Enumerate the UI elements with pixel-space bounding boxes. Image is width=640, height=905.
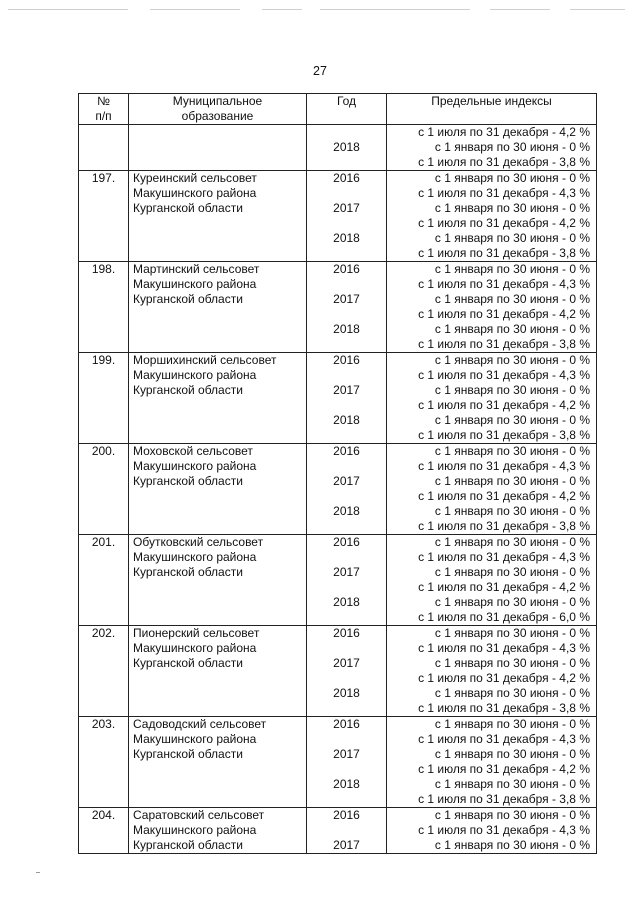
row-indices bbox=[387, 717, 597, 808]
row-municipality bbox=[129, 444, 307, 535]
scan-artifact-line bbox=[320, 9, 470, 10]
row-indices bbox=[387, 262, 597, 353]
year-line: 2017 bbox=[333, 201, 360, 215]
index-line: с 1 января по 30 июня - 0 % bbox=[434, 322, 590, 336]
header-num-line1: № bbox=[97, 94, 110, 108]
index-line: с 1 января по 30 июня - 0 % bbox=[434, 201, 590, 215]
municipality-line: Курганской области bbox=[133, 838, 243, 852]
municipality-line: Макушинского района bbox=[133, 186, 257, 200]
year-line: 2016 bbox=[333, 626, 360, 640]
row-number: 198. bbox=[79, 262, 129, 353]
index-line: с 1 января по 30 июня - 0 % bbox=[434, 808, 590, 822]
year-line bbox=[307, 125, 386, 140]
scan-artifact-mark bbox=[36, 872, 40, 873]
municipality-line: Макушинского района bbox=[133, 459, 257, 473]
index-line: с 1 июля по 31 декабря - 3,8 % bbox=[418, 519, 590, 533]
municipality-line: Макушинского района bbox=[133, 550, 257, 564]
row-indices bbox=[387, 808, 597, 854]
municipality-line: Курганской области bbox=[133, 383, 243, 397]
year-line bbox=[307, 519, 386, 534]
row-number: 197. bbox=[79, 171, 129, 262]
index-line: с 1 июля по 31 декабря - 4,2 % bbox=[418, 489, 590, 503]
index-line: с 1 января по 30 июня - 0 % bbox=[434, 777, 590, 791]
year-line bbox=[307, 550, 386, 565]
index-line: с 1 июля по 31 декабря - 4,2 % bbox=[418, 762, 590, 776]
year-line: 2017 bbox=[333, 474, 360, 488]
scan-artifact-line bbox=[490, 9, 550, 10]
municipality-line: Курганской области bbox=[133, 565, 243, 579]
row-number: 203. bbox=[79, 717, 129, 808]
row-year bbox=[307, 535, 387, 626]
year-line bbox=[307, 610, 386, 625]
index-line: с 1 июля по 31 декабря - 4,3 % bbox=[418, 459, 590, 473]
header-muni-line1: Муниципальное bbox=[172, 94, 263, 108]
header-year: Год bbox=[307, 94, 387, 125]
scan-artifact-line bbox=[8, 9, 128, 10]
year-line bbox=[307, 701, 386, 716]
page-number: 27 bbox=[313, 64, 327, 78]
year-line: 2016 bbox=[333, 808, 360, 822]
year-line: 2017 bbox=[333, 838, 360, 852]
year-line bbox=[307, 762, 386, 777]
row-number: 201. bbox=[79, 535, 129, 626]
municipality-line: Курганской области bbox=[133, 201, 243, 215]
year-line bbox=[307, 186, 386, 201]
index-line: с 1 июля по 31 декабря - 6,0 % bbox=[418, 610, 590, 624]
year-line bbox=[307, 732, 386, 747]
year-line: 2017 bbox=[333, 747, 360, 761]
index-line: с 1 января по 30 июня - 0 % bbox=[434, 444, 590, 458]
municipality-line: Курганской области bbox=[133, 656, 243, 670]
year-line: 2017 bbox=[333, 383, 360, 397]
header-muni-line2: образование bbox=[181, 109, 254, 123]
municipality-line: Курганской области bbox=[133, 292, 243, 306]
year-line bbox=[307, 671, 386, 686]
table-row bbox=[79, 626, 597, 717]
year-line: 2016 bbox=[333, 717, 360, 731]
year-line bbox=[307, 641, 386, 656]
index-line: с 1 января по 30 июня - 0 % bbox=[434, 383, 590, 397]
municipality-line: Макушинского района bbox=[133, 277, 257, 291]
index-line: с 1 июля по 31 декабря - 4,2 % bbox=[418, 580, 590, 594]
municipality-line: Моршихинский сельсовет bbox=[133, 353, 277, 367]
municipality-line: Моховской сельсовет bbox=[133, 444, 253, 458]
year-line bbox=[307, 368, 386, 383]
index-line: с 1 января по 30 июня - 0 % bbox=[434, 171, 590, 185]
index-line: с 1 января по 30 июня - 0 % bbox=[434, 747, 590, 761]
row-municipality bbox=[129, 626, 307, 717]
year-line: 2016 bbox=[333, 171, 360, 185]
index-line: с 1 января по 30 июня - 0 % bbox=[434, 565, 590, 579]
year-line: 2016 bbox=[333, 535, 360, 549]
row-year bbox=[307, 626, 387, 717]
index-line: с 1 июля по 31 декабря - 3,8 % bbox=[418, 246, 590, 260]
year-line bbox=[307, 337, 386, 352]
index-line: с 1 июля по 31 декабря - 4,3 % bbox=[418, 186, 590, 200]
index-line: с 1 июля по 31 декабря - 4,2 % bbox=[418, 398, 590, 412]
index-line: с 1 января по 30 июня - 0 % bbox=[434, 231, 590, 245]
year-line bbox=[307, 792, 386, 807]
year-line bbox=[307, 155, 386, 170]
index-line: с 1 января по 30 июня - 0 % bbox=[434, 626, 590, 640]
scan-artifact-line bbox=[150, 9, 240, 10]
row-number: 199. bbox=[79, 353, 129, 444]
row-year bbox=[307, 125, 387, 171]
row-municipality bbox=[129, 125, 307, 171]
index-line: с 1 июля по 31 декабря - 3,8 % bbox=[418, 701, 590, 715]
year-line bbox=[307, 216, 386, 231]
header-num-line2: п/п bbox=[95, 109, 112, 123]
index-line: с 1 января по 30 июня - 0 % bbox=[434, 140, 590, 154]
index-line: с 1 июля по 31 декабря - 4,3 % bbox=[418, 823, 590, 837]
row-indices bbox=[387, 171, 597, 262]
index-line: с 1 января по 30 июня - 0 % bbox=[434, 353, 590, 367]
year-line: 2016 bbox=[333, 353, 360, 367]
year-line: 2018 bbox=[333, 686, 360, 700]
index-line: с 1 июля по 31 декабря - 4,3 % bbox=[418, 550, 590, 564]
index-line: с 1 января по 30 июня - 0 % bbox=[434, 717, 590, 731]
row-year bbox=[307, 353, 387, 444]
index-line: с 1 июля по 31 декабря - 3,8 % bbox=[418, 337, 590, 351]
row-year bbox=[307, 808, 387, 854]
year-line bbox=[307, 580, 386, 595]
table-row bbox=[79, 444, 597, 535]
index-line: с 1 января по 30 июня - 0 % bbox=[434, 535, 590, 549]
year-line: 2018 bbox=[333, 777, 360, 791]
year-line: 2016 bbox=[333, 444, 360, 458]
municipality-line: Макушинского района bbox=[133, 823, 257, 837]
row-indices bbox=[387, 353, 597, 444]
index-line: с 1 января по 30 июня - 0 % bbox=[434, 292, 590, 306]
row-number: 204. bbox=[79, 808, 129, 854]
year-line: 2017 bbox=[333, 292, 360, 306]
municipality-line: Курганской области bbox=[133, 474, 243, 488]
index-line: с 1 января по 30 июня - 0 % bbox=[434, 262, 590, 276]
index-line: с 1 июля по 31 декабря - 4,3 % bbox=[418, 732, 590, 746]
index-line: с 1 января по 30 июня - 0 % bbox=[434, 504, 590, 518]
row-year bbox=[307, 444, 387, 535]
index-line: с 1 января по 30 июня - 0 % bbox=[434, 413, 590, 427]
scan-artifact-line bbox=[570, 9, 625, 10]
municipality-line: Куреинский сельсовет bbox=[133, 171, 257, 185]
table-row bbox=[79, 717, 597, 808]
year-line bbox=[307, 398, 386, 413]
index-line: с 1 января по 30 июня - 0 % bbox=[434, 595, 590, 609]
municipality-line: Саратовский сельсовет bbox=[133, 808, 265, 822]
table-header-row bbox=[79, 94, 597, 125]
year-line: 2018 bbox=[333, 140, 360, 154]
index-line: с 1 июля по 31 декабря - 3,8 % bbox=[418, 792, 590, 806]
table-row bbox=[79, 125, 597, 171]
row-municipality bbox=[129, 535, 307, 626]
year-line bbox=[307, 823, 386, 838]
municipality-line: Обутковский сельсовет bbox=[133, 535, 264, 549]
table-row bbox=[79, 171, 597, 262]
year-line: 2018 bbox=[333, 595, 360, 609]
municipality-line: Макушинского района bbox=[133, 641, 257, 655]
index-line: с 1 июля по 31 декабря - 4,3 % bbox=[418, 368, 590, 382]
year-line bbox=[307, 307, 386, 322]
index-line: с 1 июля по 31 декабря - 4,3 % bbox=[418, 641, 590, 655]
row-municipality bbox=[129, 717, 307, 808]
row-municipality bbox=[129, 262, 307, 353]
index-line: с 1 января по 30 июня - 0 % bbox=[434, 656, 590, 670]
row-year bbox=[307, 171, 387, 262]
year-line bbox=[307, 428, 386, 443]
row-municipality bbox=[129, 171, 307, 262]
row-year bbox=[307, 262, 387, 353]
year-line: 2018 bbox=[333, 231, 360, 245]
header-municipality bbox=[129, 94, 307, 125]
table-row bbox=[79, 353, 597, 444]
year-line: 2016 bbox=[333, 262, 360, 276]
year-line bbox=[307, 277, 386, 292]
header-num bbox=[79, 94, 129, 125]
municipality-line: Садоводский сельсовет bbox=[133, 717, 267, 731]
row-municipality bbox=[129, 808, 307, 854]
row-indices bbox=[387, 125, 597, 171]
year-line: 2018 bbox=[333, 322, 360, 336]
row-indices bbox=[387, 444, 597, 535]
header-indices: Предельные индексы bbox=[387, 94, 597, 125]
year-line bbox=[307, 459, 386, 474]
row-indices bbox=[387, 626, 597, 717]
municipality-line: Курганской области bbox=[133, 747, 243, 761]
index-line: с 1 июля по 31 декабря - 4,2 % bbox=[418, 216, 590, 230]
municipality-line: Макушинского района bbox=[133, 732, 257, 746]
row-municipality bbox=[129, 353, 307, 444]
row-number: 200. bbox=[79, 444, 129, 535]
indices-table bbox=[78, 93, 597, 854]
year-line: 2018 bbox=[333, 413, 360, 427]
index-line: с 1 июля по 31 декабря - 4,2 % bbox=[418, 307, 590, 321]
year-line: 2018 bbox=[333, 504, 360, 518]
year-line: 2017 bbox=[333, 656, 360, 670]
index-line: с 1 июля по 31 декабря - 3,8 % bbox=[418, 155, 590, 169]
municipality-line: Макушинского района bbox=[133, 368, 257, 382]
year-line bbox=[307, 489, 386, 504]
scan-artifact-line bbox=[262, 9, 302, 10]
table-row bbox=[79, 535, 597, 626]
index-line: с 1 июля по 31 декабря - 4,3 % bbox=[418, 277, 590, 291]
table-row bbox=[79, 262, 597, 353]
year-line bbox=[307, 246, 386, 261]
row-year bbox=[307, 717, 387, 808]
row-number bbox=[79, 125, 129, 171]
index-line: с 1 июля по 31 декабря - 4,2 % bbox=[418, 125, 590, 139]
municipality-line: Мартинский сельсовет bbox=[133, 262, 260, 276]
year-line: 2017 bbox=[333, 565, 360, 579]
row-indices bbox=[387, 535, 597, 626]
municipality-line: Пионерский сельсовет bbox=[133, 626, 260, 640]
index-line: с 1 января по 30 июня - 0 % bbox=[434, 838, 590, 852]
index-line: с 1 января по 30 июня - 0 % bbox=[434, 474, 590, 488]
index-line: с 1 июля по 31 декабря - 4,2 % bbox=[418, 671, 590, 685]
index-line: с 1 июля по 31 декабря - 3,8 % bbox=[418, 428, 590, 442]
table-row bbox=[79, 808, 597, 854]
row-number: 202. bbox=[79, 626, 129, 717]
index-line: с 1 января по 30 июня - 0 % bbox=[434, 686, 590, 700]
